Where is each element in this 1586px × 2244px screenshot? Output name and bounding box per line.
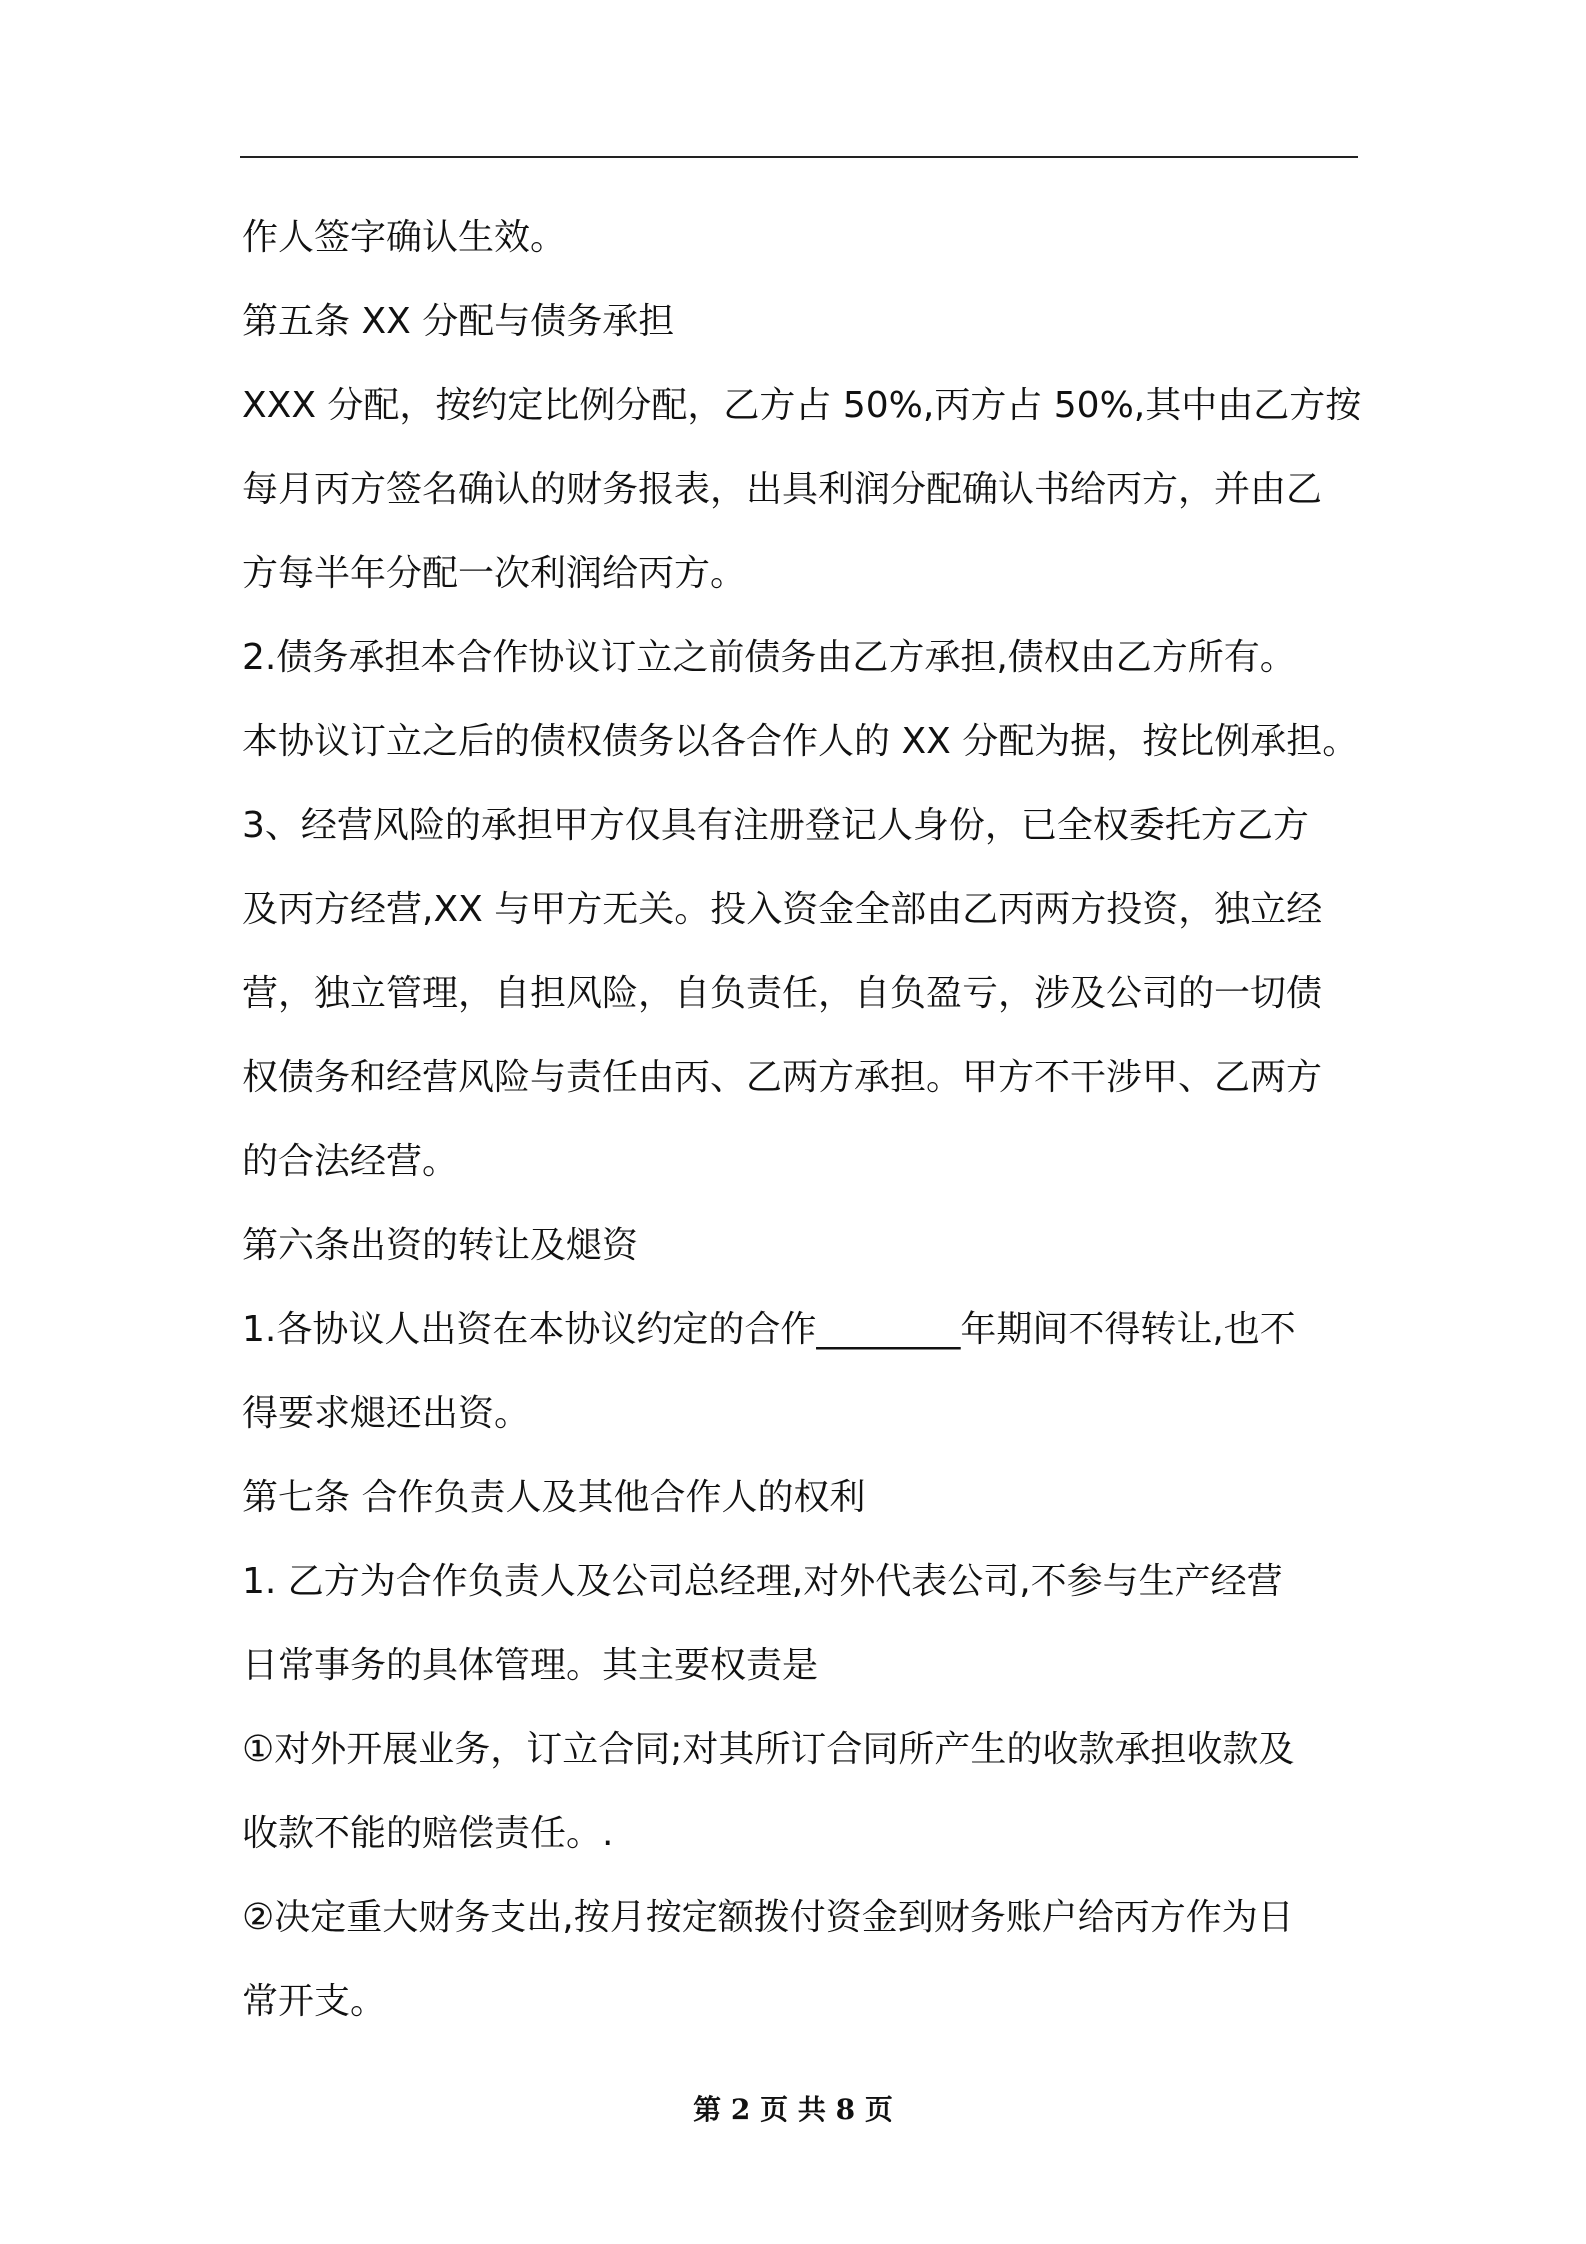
text-line: 每月丙方签名确认的财务报表，出具利润分配确认书给丙方，并由乙 [242, 469, 1323, 510]
text-line: 及丙方经营,XX 与甲方无关。投入资金全部由乙丙两方投资，独立经 [242, 889, 1323, 930]
document-body [242, 196, 1362, 2044]
text-line: 营，独立管理，自担风险，自负责任，自负盈亏，涉及公司的一切债 [242, 973, 1323, 1014]
text-line: ②决定重大财务支出,按月按定额拨付资金到财务账户给丙方作为日 [242, 1897, 1294, 1938]
section-heading: 第六条出资的转让及煺资 [242, 1225, 639, 1266]
text-line: 作人签字确认生效。 [242, 217, 567, 258]
text-line: 的合法经营。 [242, 1141, 459, 1182]
text-line: 权债务和经营风险与责任由丙、乙两方承担。甲方不干涉甲、乙两方 [242, 1057, 1323, 1098]
text-line: 1.各协议人出资在本协议约定的合作________年期间不得转让,也不 [242, 1309, 1296, 1350]
text-line: 常开支。 [242, 1981, 387, 2022]
section-heading: 第五条 XX 分配与债务承担 [242, 301, 675, 342]
text-line: 2.债务承担本合作协议订立之前债务由乙方承担,债权由乙方所有。 [242, 637, 1296, 678]
text-line: ①对外开展业务，订立合同;对其所订合同所产生的收款承担收款及 [242, 1729, 1295, 1770]
text-line: XXX 分配，按约定比例分配，乙方占 50%,丙方占 50%,其中由乙方按 [242, 385, 1362, 426]
text-line: 3、经营风险的承担甲方仅具有注册登记人身份，已全权委托方乙方 [242, 805, 1309, 846]
text-line: 得要求煺还出资。 [242, 1393, 531, 1434]
text-line: 本协议订立之后的债权债务以各合作人的 XX 分配为据，按比例承担。 [242, 721, 1359, 762]
header-divider [240, 156, 1358, 158]
section-heading: 第七条 合作负责人及其他合作人的权利 [242, 1477, 866, 1518]
text-line: 日常事务的具体管理。其主要权责是 [242, 1645, 819, 1686]
text-line: 1. 乙方为合作负责人及公司总经理,对外代表公司,不参与生产经营 [242, 1561, 1283, 1602]
text-line: 方每半年分配一次利润给丙方。 [242, 553, 747, 594]
text-line: 收款不能的赔偿责任。. [242, 1813, 614, 1854]
page-indicator: 第 2 页 共 8 页 [693, 2093, 893, 2126]
